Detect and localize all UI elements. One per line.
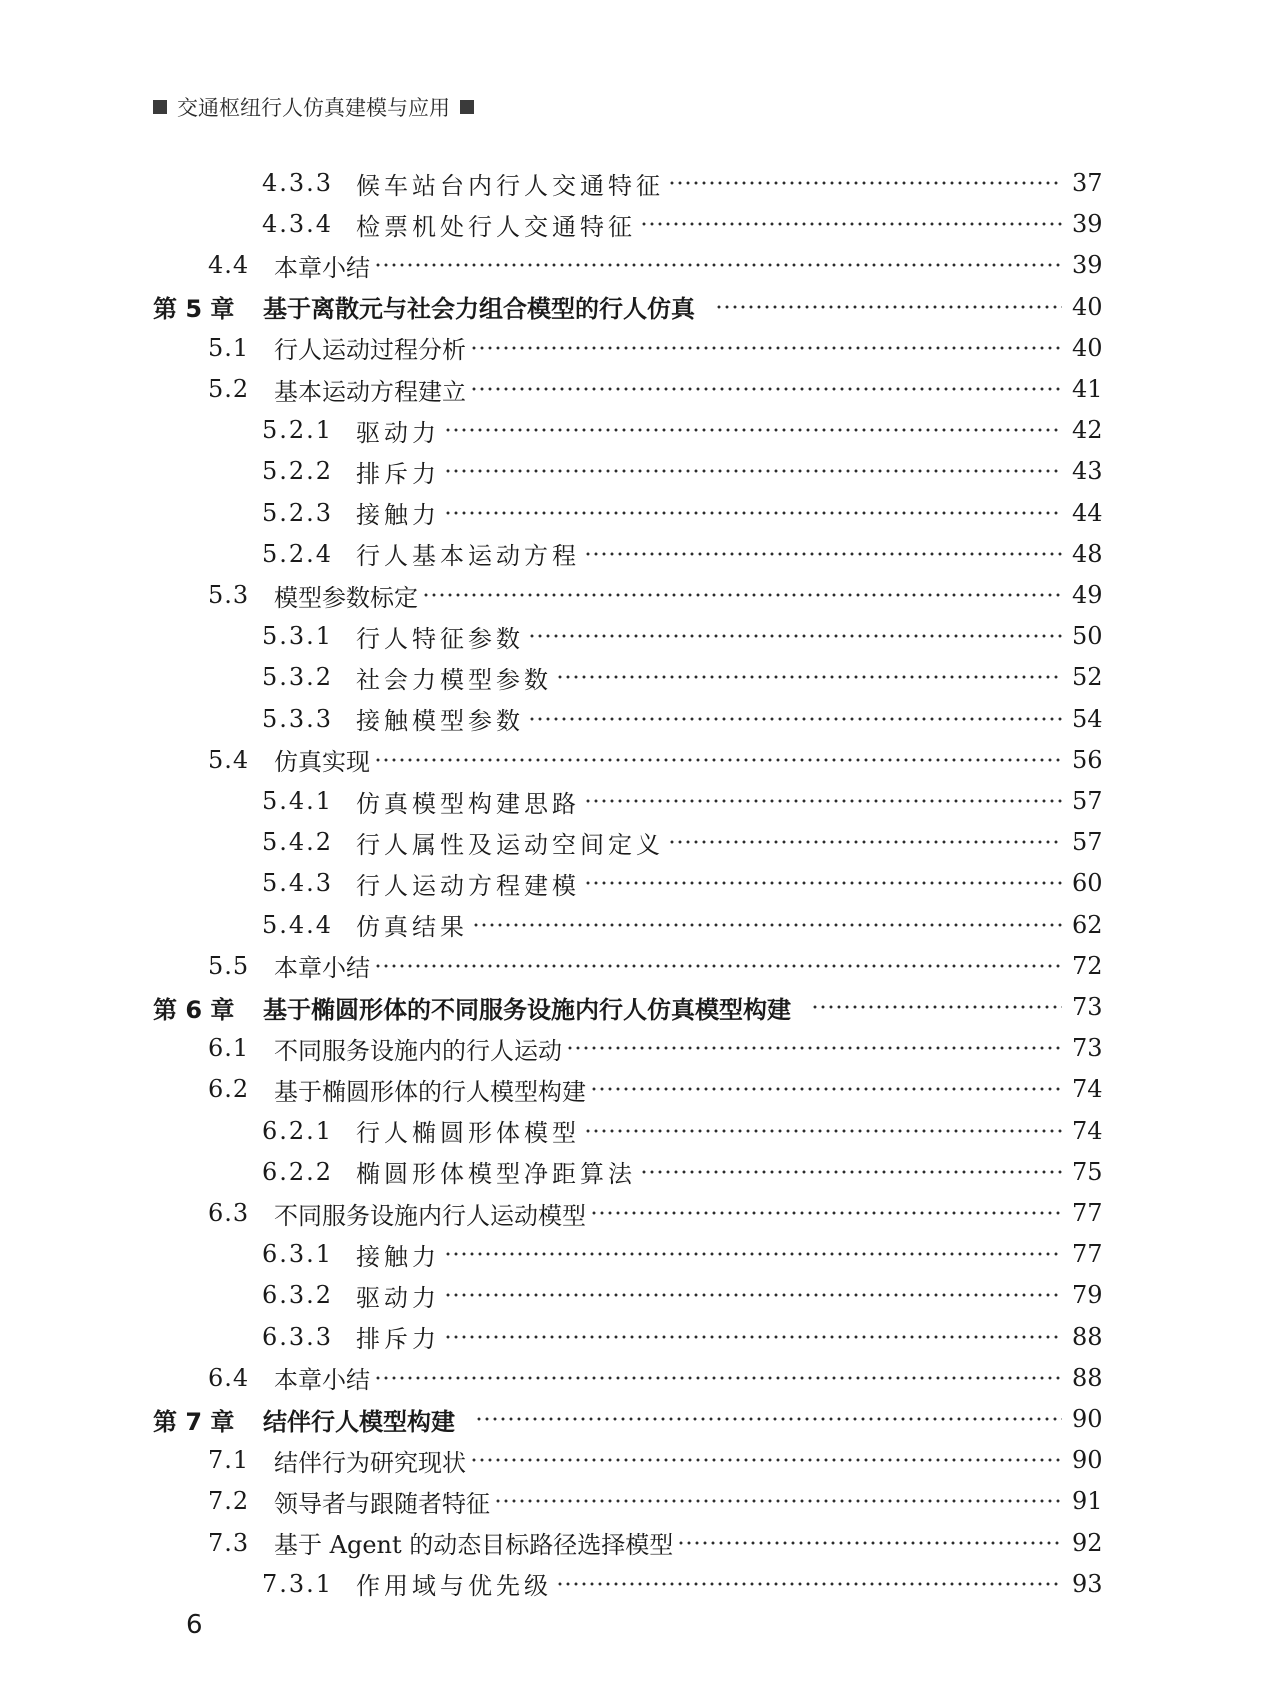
dot-leader bbox=[556, 1581, 1062, 1587]
toc-chapter-entry[interactable] bbox=[153, 287, 1103, 327]
toc-entry-title: 不同服务设施内的行人运动 bbox=[274, 1036, 562, 1065]
dot-leader bbox=[444, 1334, 1062, 1340]
toc-entry-page: 39 bbox=[1072, 251, 1103, 280]
toc-entry-number: 5.4.2 bbox=[262, 828, 334, 857]
toc-entry-number: 6.2.2 bbox=[262, 1157, 334, 1186]
toc-entry-page: 92 bbox=[1072, 1528, 1103, 1557]
toc-entry-number: 5.3.2 bbox=[262, 663, 334, 692]
toc-entry-title: 椭圆形体模型净距算法 bbox=[356, 1160, 636, 1189]
toc-entry-title: 行人特征参数 bbox=[356, 624, 524, 653]
dot-leader bbox=[677, 1540, 1062, 1546]
toc-entry[interactable] bbox=[262, 863, 1103, 903]
toc-entry-title: 社会力模型参数 bbox=[356, 665, 552, 694]
toc-entry-page: 57 bbox=[1072, 828, 1103, 857]
toc-entry-title: 检票机处行人交通特征 bbox=[356, 212, 636, 241]
toc-entry[interactable] bbox=[208, 1481, 1103, 1521]
toc-entry[interactable] bbox=[208, 946, 1103, 986]
toc-entry[interactable] bbox=[208, 1193, 1103, 1233]
toc-entry-number: 5.3.3 bbox=[262, 704, 334, 733]
toc-entry-title: 结伴行为研究现状 bbox=[274, 1448, 466, 1477]
toc-entry-title: 本章小结 bbox=[274, 253, 370, 282]
toc-entry-page: 52 bbox=[1072, 663, 1103, 692]
toc-entry-number: 6.4 bbox=[208, 1363, 250, 1392]
toc-entry-title: 行人基本运动方程 bbox=[356, 542, 580, 571]
square-icon bbox=[153, 100, 167, 114]
toc-entry-title: 行人运动方程建模 bbox=[356, 871, 580, 900]
toc-entry-title: 不同服务设施内行人运动模型 bbox=[274, 1201, 586, 1230]
dot-leader bbox=[528, 716, 1062, 722]
toc-entry-title: 基于椭圆形体的不同服务设施内行人仿真模型构建 bbox=[263, 995, 791, 1024]
toc-entry-number: 5.5 bbox=[208, 951, 250, 980]
toc-entry-title: 候车站台内行人交通特征 bbox=[356, 171, 664, 200]
toc-entry-number: 5.2.3 bbox=[262, 498, 334, 527]
toc-entry-number: 5.3 bbox=[208, 581, 250, 609]
dot-leader bbox=[528, 633, 1062, 639]
toc-entry-number: 7.3.1 bbox=[262, 1569, 334, 1598]
toc-entry-page: 75 bbox=[1072, 1157, 1103, 1186]
toc-entry-title: 基于 Agent 的动态目标路径选择模型 bbox=[274, 1531, 674, 1560]
toc-entry[interactable] bbox=[262, 410, 1103, 450]
toc-entry-number: 6.3 bbox=[208, 1199, 250, 1227]
toc-entry[interactable] bbox=[262, 163, 1103, 203]
toc-entry-number: 4.4 bbox=[208, 251, 250, 280]
toc-entry[interactable] bbox=[262, 1317, 1103, 1357]
toc-entry-number: 5.4.3 bbox=[262, 869, 334, 898]
toc-entry-title: 基于离散元与社会力组合模型的行人仿真 bbox=[263, 295, 695, 324]
toc-entry-number: 6.2 bbox=[208, 1075, 250, 1104]
dot-leader bbox=[470, 345, 1062, 351]
toc-entry-title: 行人运动过程分析 bbox=[274, 336, 466, 365]
toc-entry-page: 44 bbox=[1072, 498, 1103, 527]
toc-entry-page: 54 bbox=[1072, 704, 1103, 733]
dot-leader bbox=[590, 1210, 1062, 1216]
toc-entry-number: 6.1 bbox=[208, 1034, 250, 1063]
dot-leader bbox=[470, 1457, 1062, 1463]
toc-entry-number: 5.1 bbox=[208, 333, 250, 362]
dot-leader bbox=[444, 510, 1062, 516]
toc-entry-title: 仿真结果 bbox=[356, 913, 468, 942]
toc-entry-page: 90 bbox=[1072, 1446, 1103, 1475]
toc-entry-title: 领导者与跟随者特征 bbox=[274, 1489, 490, 1518]
toc-entry-number: 4.3.4 bbox=[262, 210, 334, 239]
toc-entry-number: 5.4.4 bbox=[262, 910, 334, 939]
dot-leader bbox=[444, 1292, 1062, 1298]
toc-entry-title: 驱动力 bbox=[356, 418, 440, 447]
toc-entry-number: 7.3 bbox=[208, 1528, 250, 1557]
toc-entry-page: 43 bbox=[1072, 457, 1103, 486]
toc-entry-page: 77 bbox=[1072, 1240, 1103, 1269]
toc-entry[interactable] bbox=[262, 822, 1103, 862]
dot-leader bbox=[715, 304, 1062, 310]
toc-entry-title: 基于椭圆形体的行人模型构建 bbox=[274, 1077, 586, 1106]
dot-leader bbox=[374, 757, 1062, 763]
toc-entry-number: 7.1 bbox=[208, 1446, 250, 1475]
dot-leader bbox=[472, 922, 1062, 928]
dot-leader bbox=[444, 1251, 1062, 1257]
toc-entry-number: 5.2.2 bbox=[262, 457, 334, 486]
dot-leader bbox=[422, 592, 1062, 598]
toc-entry-page: 91 bbox=[1072, 1487, 1103, 1516]
toc-entry[interactable] bbox=[262, 1564, 1103, 1604]
toc-entry[interactable] bbox=[262, 1111, 1103, 1151]
toc-entry[interactable] bbox=[208, 1523, 1103, 1563]
dot-leader bbox=[584, 798, 1062, 804]
toc-entry[interactable] bbox=[208, 1028, 1103, 1068]
dot-leader bbox=[374, 262, 1062, 268]
toc-entry-number: 4.3.3 bbox=[262, 169, 334, 197]
toc-entry-number: 6.3.2 bbox=[262, 1281, 334, 1310]
toc-entry[interactable] bbox=[262, 905, 1103, 945]
toc-entry-title: 接触模型参数 bbox=[356, 707, 524, 736]
toc-entry-page: 39 bbox=[1072, 210, 1103, 239]
dot-leader bbox=[475, 1416, 1062, 1422]
dot-leader bbox=[584, 880, 1062, 886]
dot-leader bbox=[668, 180, 1062, 186]
dot-leader bbox=[640, 221, 1062, 227]
running-header bbox=[153, 92, 474, 122]
toc-entry-page: 40 bbox=[1072, 333, 1103, 362]
toc-entry-page: 72 bbox=[1072, 951, 1103, 980]
toc-entry-number: 5.2.4 bbox=[262, 539, 334, 568]
toc-entry-title: 排斥力 bbox=[356, 1325, 440, 1354]
dot-leader bbox=[668, 839, 1062, 845]
toc-entry-title: 仿真实现 bbox=[274, 748, 370, 777]
toc-entry[interactable] bbox=[208, 1440, 1103, 1480]
book-title: 交通枢纽行人仿真建模与应用 bbox=[177, 96, 450, 120]
toc-entry[interactable] bbox=[262, 781, 1103, 821]
toc-entry-page: 37 bbox=[1072, 169, 1103, 197]
toc-entry-number: 6.2.1 bbox=[262, 1116, 334, 1145]
toc-entry-title: 基本运动方程建立 bbox=[274, 377, 466, 406]
toc-entry-number: 5.2 bbox=[208, 375, 250, 403]
dot-leader bbox=[374, 963, 1062, 969]
dot-leader bbox=[494, 1498, 1062, 1504]
dot-leader bbox=[444, 468, 1062, 474]
toc-entry[interactable] bbox=[262, 1152, 1103, 1192]
dot-leader bbox=[470, 386, 1062, 392]
toc-entry[interactable] bbox=[208, 369, 1103, 409]
toc-entry-number: 6.3.3 bbox=[262, 1322, 334, 1351]
toc-entry-number: 第 5 章 bbox=[153, 295, 235, 324]
toc-entry-title: 本章小结 bbox=[274, 1366, 370, 1395]
toc-entry[interactable] bbox=[262, 451, 1103, 491]
toc-entry-page: 60 bbox=[1072, 869, 1103, 898]
toc-entry-page: 77 bbox=[1072, 1199, 1103, 1227]
toc-entry-title: 行人属性及运动空间定义 bbox=[356, 830, 664, 859]
toc-entry-page: 57 bbox=[1072, 787, 1103, 815]
toc-entry-number: 第 6 章 bbox=[153, 995, 235, 1024]
toc-entry-page: 50 bbox=[1072, 622, 1103, 651]
dot-leader bbox=[566, 1045, 1062, 1051]
toc-entry[interactable] bbox=[208, 328, 1103, 368]
toc-entry[interactable] bbox=[208, 245, 1103, 285]
square-icon bbox=[460, 100, 474, 114]
toc-entry[interactable] bbox=[208, 575, 1103, 615]
dot-leader bbox=[584, 1128, 1062, 1134]
toc-entry-title: 作用域与优先级 bbox=[356, 1572, 552, 1601]
dot-leader bbox=[590, 1086, 1062, 1092]
toc-entry[interactable] bbox=[262, 616, 1103, 656]
dot-leader bbox=[811, 1004, 1062, 1010]
toc-entry-page: 56 bbox=[1072, 745, 1103, 774]
toc-entry-page: 74 bbox=[1072, 1116, 1103, 1145]
toc-entry[interactable] bbox=[208, 1358, 1103, 1398]
dot-leader bbox=[556, 674, 1062, 680]
toc-entry-page: 73 bbox=[1072, 1034, 1103, 1063]
toc-entry-page: 90 bbox=[1072, 1405, 1103, 1433]
toc-entry-title: 排斥力 bbox=[356, 459, 440, 488]
toc-entry-number: 7.2 bbox=[208, 1487, 250, 1516]
toc-entry-page: 49 bbox=[1072, 581, 1103, 609]
toc-entry-page: 62 bbox=[1072, 910, 1103, 939]
toc-entry[interactable] bbox=[208, 740, 1103, 780]
toc-entry-number: 6.3.1 bbox=[262, 1240, 334, 1269]
toc-entry-number: 5.4.1 bbox=[262, 787, 334, 815]
toc-entry-page: 88 bbox=[1072, 1363, 1103, 1392]
toc-chapter-entry[interactable] bbox=[153, 987, 1103, 1027]
toc-entry-page: 93 bbox=[1072, 1569, 1103, 1598]
toc-entry[interactable] bbox=[262, 699, 1103, 739]
toc-entry-page: 40 bbox=[1072, 292, 1103, 321]
toc-entry[interactable] bbox=[262, 493, 1103, 533]
toc-entry[interactable] bbox=[262, 657, 1103, 697]
dot-leader bbox=[640, 1169, 1062, 1175]
toc-entry-title: 接触力 bbox=[356, 1242, 440, 1271]
page-number: 6 bbox=[186, 1610, 203, 1640]
toc-chapter-entry[interactable] bbox=[153, 1399, 1103, 1439]
toc-entry[interactable] bbox=[262, 1275, 1103, 1315]
toc-entry[interactable] bbox=[262, 1234, 1103, 1274]
dot-leader bbox=[584, 551, 1062, 557]
toc-entry-title: 模型参数标定 bbox=[274, 583, 418, 612]
toc-entry-page: 41 bbox=[1072, 375, 1103, 403]
toc-entry-page: 79 bbox=[1072, 1281, 1103, 1310]
toc-entry-title: 仿真模型构建思路 bbox=[356, 789, 580, 818]
toc-entry-title: 结伴行人模型构建 bbox=[263, 1407, 455, 1436]
toc-entry-title: 行人椭圆形体模型 bbox=[356, 1119, 580, 1148]
toc-entry-title: 本章小结 bbox=[274, 954, 370, 983]
toc-entry-page: 74 bbox=[1072, 1075, 1103, 1104]
dot-leader bbox=[374, 1375, 1062, 1381]
dot-leader bbox=[444, 427, 1062, 433]
toc-entry-number: 5.3.1 bbox=[262, 622, 334, 651]
toc-entry-page: 88 bbox=[1072, 1322, 1103, 1351]
toc-entry[interactable] bbox=[208, 1069, 1103, 1109]
toc-entry-page: 48 bbox=[1072, 539, 1103, 568]
toc-entry-title: 接触力 bbox=[356, 501, 440, 530]
toc-entry-page: 42 bbox=[1072, 416, 1103, 445]
toc-entry[interactable] bbox=[262, 534, 1103, 574]
toc-entry[interactable] bbox=[262, 204, 1103, 244]
toc-entry-title: 驱动力 bbox=[356, 1283, 440, 1312]
toc-entry-number: 第 7 章 bbox=[153, 1407, 235, 1436]
toc-entry-number: 5.4 bbox=[208, 745, 250, 774]
toc-entry-page: 73 bbox=[1072, 993, 1103, 1021]
toc-entry-number: 5.2.1 bbox=[262, 416, 334, 445]
